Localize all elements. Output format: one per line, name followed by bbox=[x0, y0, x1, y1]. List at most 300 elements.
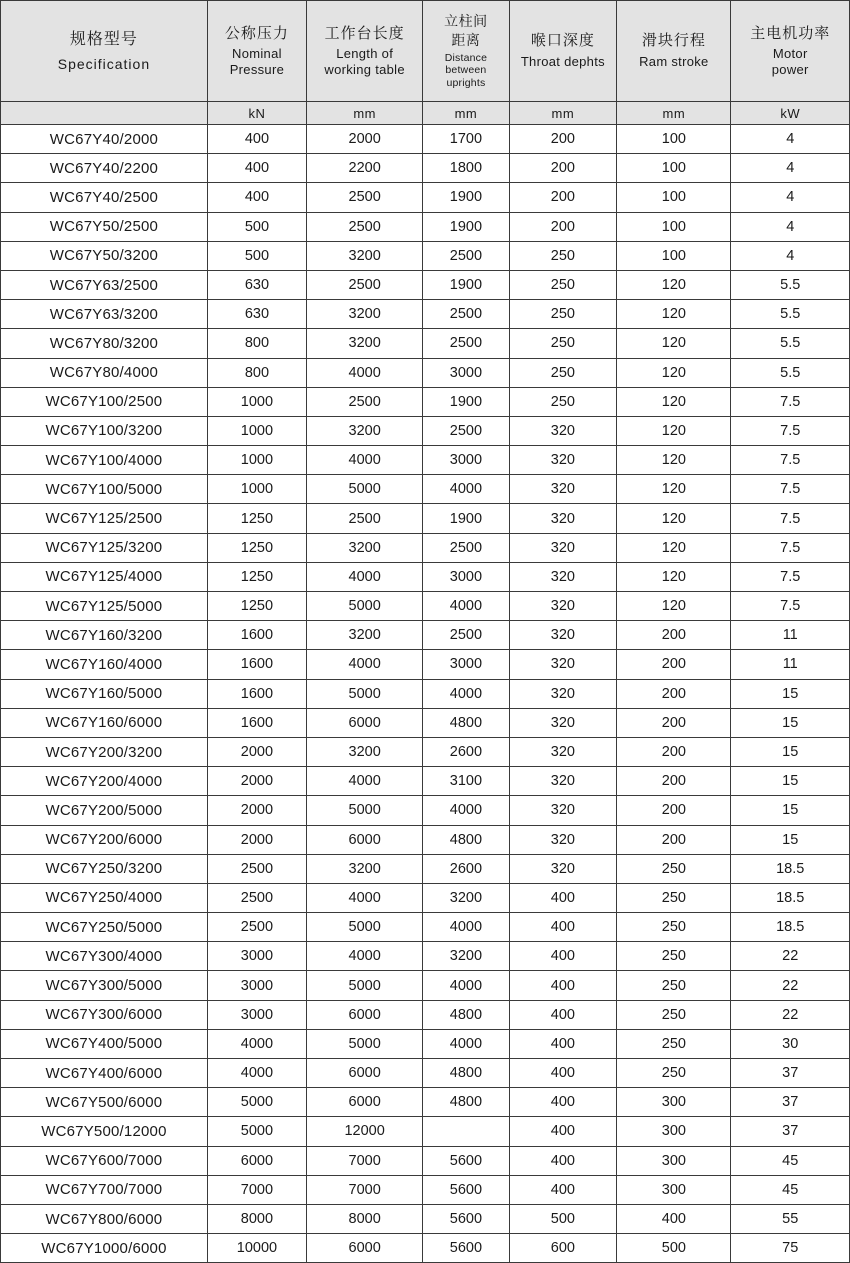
cell-value: 100 bbox=[617, 241, 731, 270]
cell-value: 6000 bbox=[306, 708, 422, 737]
table-row bbox=[1, 825, 850, 854]
table-row bbox=[1, 329, 850, 358]
cell-value: 120 bbox=[617, 446, 731, 475]
cell-value: 120 bbox=[617, 416, 731, 445]
table-row bbox=[1, 154, 850, 183]
table-row bbox=[1, 737, 850, 766]
cell-value: 250 bbox=[509, 270, 617, 299]
cell-value: 600 bbox=[509, 1234, 617, 1263]
cell-value: 7000 bbox=[306, 1175, 422, 1204]
cell-value: 200 bbox=[617, 708, 731, 737]
table-row bbox=[1, 1000, 850, 1029]
cell-value: 1250 bbox=[207, 562, 306, 591]
cell-value: 100 bbox=[617, 125, 731, 154]
cell-value: 2000 bbox=[306, 125, 422, 154]
cell-value: 3000 bbox=[207, 942, 306, 971]
cell-specification: WC67Y125/4000 bbox=[1, 562, 208, 591]
cell-value: 320 bbox=[509, 796, 617, 825]
cell-value: 5000 bbox=[306, 592, 422, 621]
cell-specification: WC67Y250/3200 bbox=[1, 854, 208, 883]
cell-value: 4800 bbox=[423, 1000, 509, 1029]
table-row bbox=[1, 416, 850, 445]
cell-value: 2500 bbox=[207, 913, 306, 942]
cell-value: 250 bbox=[617, 883, 731, 912]
cell-value: 400 bbox=[207, 154, 306, 183]
cell-value: 4800 bbox=[423, 708, 509, 737]
table-row bbox=[1, 883, 850, 912]
table-row bbox=[1, 270, 850, 299]
cell-value: 37 bbox=[731, 1059, 850, 1088]
cell-value: 4000 bbox=[423, 913, 509, 942]
header-specification-cn: 规格型号 bbox=[69, 30, 138, 48]
cell-value: 22 bbox=[731, 1000, 850, 1029]
table-row bbox=[1, 358, 850, 387]
cell-value: 7.5 bbox=[731, 387, 850, 416]
cell-value: 30 bbox=[731, 1029, 850, 1058]
cell-value: 250 bbox=[509, 300, 617, 329]
cell-value: 4800 bbox=[423, 1059, 509, 1088]
cell-value: 800 bbox=[207, 358, 306, 387]
cell-value: 400 bbox=[509, 942, 617, 971]
cell-specification: WC67Y100/4000 bbox=[1, 446, 208, 475]
unit-nominal-pressure: kN bbox=[207, 102, 306, 125]
cell-value: 320 bbox=[509, 475, 617, 504]
cell-value: 1250 bbox=[207, 504, 306, 533]
cell-value: 320 bbox=[509, 533, 617, 562]
cell-value: 400 bbox=[509, 913, 617, 942]
header-distance-cn-2: 距离 bbox=[451, 32, 481, 49]
cell-value: 1900 bbox=[423, 504, 509, 533]
header-working-table-length bbox=[306, 1, 422, 102]
cell-value: 100 bbox=[617, 212, 731, 241]
cell-value: 6000 bbox=[306, 1088, 422, 1117]
table-row bbox=[1, 125, 850, 154]
cell-value: 18.5 bbox=[731, 913, 850, 942]
cell-value: 37 bbox=[731, 1088, 850, 1117]
cell-value: 22 bbox=[731, 942, 850, 971]
cell-value: 5000 bbox=[306, 679, 422, 708]
cell-value: 6000 bbox=[306, 1234, 422, 1263]
cell-value: 7000 bbox=[207, 1175, 306, 1204]
cell-specification: WC67Y63/3200 bbox=[1, 300, 208, 329]
cell-specification: WC67Y200/4000 bbox=[1, 767, 208, 796]
cell-specification: WC67Y500/12000 bbox=[1, 1117, 208, 1146]
cell-value: 4000 bbox=[423, 971, 509, 1000]
table-row bbox=[1, 708, 850, 737]
cell-value: 400 bbox=[509, 1059, 617, 1088]
cell-value: 2500 bbox=[306, 504, 422, 533]
cell-value: 15 bbox=[731, 767, 850, 796]
header-motor-power-en-1: Motor bbox=[772, 46, 808, 62]
cell-specification: WC67Y250/5000 bbox=[1, 913, 208, 942]
cell-value: 320 bbox=[509, 562, 617, 591]
cell-value: 320 bbox=[509, 737, 617, 766]
cell-value: 6000 bbox=[306, 1059, 422, 1088]
cell-value: 4000 bbox=[423, 1029, 509, 1058]
table-row bbox=[1, 621, 850, 650]
cell-specification: WC67Y40/2200 bbox=[1, 154, 208, 183]
cell-value: 2000 bbox=[207, 767, 306, 796]
cell-value: 1900 bbox=[423, 183, 509, 212]
header-distance-between-uprights bbox=[423, 1, 509, 102]
table-row bbox=[1, 241, 850, 270]
cell-value: 5.5 bbox=[731, 329, 850, 358]
cell-specification: WC67Y160/4000 bbox=[1, 650, 208, 679]
cell-value: 1000 bbox=[207, 446, 306, 475]
cell-value: 320 bbox=[509, 650, 617, 679]
cell-value: 75 bbox=[731, 1234, 850, 1263]
header-distance-en-3: uprights bbox=[446, 76, 486, 89]
cell-value: 3200 bbox=[306, 329, 422, 358]
cell-value: 4000 bbox=[306, 767, 422, 796]
cell-value: 300 bbox=[617, 1088, 731, 1117]
cell-value: 320 bbox=[509, 854, 617, 883]
cell-specification: WC67Y125/3200 bbox=[1, 533, 208, 562]
cell-value: 120 bbox=[617, 300, 731, 329]
cell-value: 200 bbox=[617, 650, 731, 679]
cell-value: 4000 bbox=[423, 796, 509, 825]
cell-value: 500 bbox=[207, 212, 306, 241]
cell-value: 1800 bbox=[423, 154, 509, 183]
table-row bbox=[1, 1234, 850, 1263]
cell-value: 4 bbox=[731, 183, 850, 212]
cell-value: 630 bbox=[207, 300, 306, 329]
header-motor-power-cn: 主电机功率 bbox=[750, 24, 831, 42]
header-working-table-length-cn: 工作台长度 bbox=[324, 24, 405, 42]
cell-value: 2500 bbox=[423, 533, 509, 562]
cell-value: 1900 bbox=[423, 387, 509, 416]
cell-specification: WC67Y100/5000 bbox=[1, 475, 208, 504]
cell-specification: WC67Y700/7000 bbox=[1, 1175, 208, 1204]
cell-value: 7.5 bbox=[731, 592, 850, 621]
cell-value: 200 bbox=[509, 125, 617, 154]
cell-value: 320 bbox=[509, 708, 617, 737]
cell-specification: WC67Y125/5000 bbox=[1, 592, 208, 621]
cell-value: 3000 bbox=[423, 446, 509, 475]
table-row bbox=[1, 1204, 850, 1233]
cell-value: 320 bbox=[509, 592, 617, 621]
cell-value: 250 bbox=[509, 387, 617, 416]
header-motor-power bbox=[731, 1, 850, 102]
cell-value: 6000 bbox=[306, 825, 422, 854]
cell-specification: WC67Y400/6000 bbox=[1, 1059, 208, 1088]
cell-specification: WC67Y200/3200 bbox=[1, 737, 208, 766]
cell-value: 2500 bbox=[207, 854, 306, 883]
header-working-table-length-en-2: working table bbox=[324, 61, 405, 77]
cell-value: 2500 bbox=[306, 270, 422, 299]
header-row-titles bbox=[1, 1, 850, 102]
cell-value: 2500 bbox=[423, 241, 509, 270]
cell-value: 100 bbox=[617, 183, 731, 212]
header-ram-stroke-en: Ram stroke bbox=[639, 54, 709, 70]
cell-value: 6000 bbox=[207, 1146, 306, 1175]
cell-value: 200 bbox=[617, 767, 731, 796]
cell-specification: WC67Y300/6000 bbox=[1, 1000, 208, 1029]
header-throat-depths-cn: 喉口深度 bbox=[530, 32, 595, 50]
cell-value: 320 bbox=[509, 416, 617, 445]
cell-specification: WC67Y80/4000 bbox=[1, 358, 208, 387]
header-nominal-pressure-en-1: Nominal bbox=[232, 46, 282, 62]
cell-value: 3200 bbox=[306, 300, 422, 329]
unit-ram-stroke: mm bbox=[617, 102, 731, 125]
cell-value: 250 bbox=[509, 329, 617, 358]
cell-value: 400 bbox=[207, 183, 306, 212]
cell-specification: WC67Y63/2500 bbox=[1, 270, 208, 299]
cell-specification: WC67Y50/3200 bbox=[1, 241, 208, 270]
cell-specification: WC67Y200/5000 bbox=[1, 796, 208, 825]
table-row bbox=[1, 1029, 850, 1058]
cell-value: 120 bbox=[617, 329, 731, 358]
table-row bbox=[1, 504, 850, 533]
cell-value: 250 bbox=[617, 1000, 731, 1029]
cell-specification: WC67Y80/3200 bbox=[1, 329, 208, 358]
cell-value: 3000 bbox=[207, 971, 306, 1000]
cell-value: 2500 bbox=[306, 212, 422, 241]
cell-specification: WC67Y600/7000 bbox=[1, 1146, 208, 1175]
cell-value: 2500 bbox=[306, 387, 422, 416]
cell-value: 200 bbox=[509, 212, 617, 241]
cell-value: 1900 bbox=[423, 270, 509, 299]
cell-value: 6000 bbox=[306, 1000, 422, 1029]
cell-value: 4000 bbox=[423, 475, 509, 504]
table-row bbox=[1, 387, 850, 416]
cell-value: 1000 bbox=[207, 416, 306, 445]
cell-value: 400 bbox=[509, 1117, 617, 1146]
cell-specification: WC67Y300/4000 bbox=[1, 942, 208, 971]
cell-value: 5600 bbox=[423, 1204, 509, 1233]
cell-value: 4000 bbox=[207, 1029, 306, 1058]
table-row bbox=[1, 854, 850, 883]
header-throat-depths-en: Throat dephts bbox=[520, 54, 605, 70]
cell-value: 7.5 bbox=[731, 416, 850, 445]
table-row bbox=[1, 913, 850, 942]
cell-value: 55 bbox=[731, 1204, 850, 1233]
cell-value: 120 bbox=[617, 475, 731, 504]
table-row bbox=[1, 300, 850, 329]
cell-value: 630 bbox=[207, 270, 306, 299]
cell-value: 3200 bbox=[423, 883, 509, 912]
cell-value: 15 bbox=[731, 796, 850, 825]
cell-value: 5.5 bbox=[731, 300, 850, 329]
cell-value: 5000 bbox=[207, 1117, 306, 1146]
cell-value: 250 bbox=[509, 358, 617, 387]
cell-value: 200 bbox=[509, 183, 617, 212]
cell-value: 4000 bbox=[306, 942, 422, 971]
table-row bbox=[1, 971, 850, 1000]
cell-specification: WC67Y500/6000 bbox=[1, 1088, 208, 1117]
cell-value: 2000 bbox=[207, 796, 306, 825]
cell-value: 7.5 bbox=[731, 533, 850, 562]
cell-value: 200 bbox=[617, 679, 731, 708]
cell-value: 400 bbox=[509, 1088, 617, 1117]
header-throat-depths bbox=[509, 1, 617, 102]
cell-value: 3000 bbox=[207, 1000, 306, 1029]
table-row bbox=[1, 1059, 850, 1088]
header-motor-power-en-2: power bbox=[771, 61, 809, 77]
header-distance-en-1: Distance bbox=[444, 51, 488, 64]
cell-value bbox=[423, 1117, 509, 1146]
cell-value: 250 bbox=[617, 1059, 731, 1088]
cell-value: 1250 bbox=[207, 533, 306, 562]
table-row bbox=[1, 1117, 850, 1146]
header-nominal-pressure-en-2: Pressure bbox=[229, 61, 285, 77]
cell-value: 3200 bbox=[306, 621, 422, 650]
cell-value: 1000 bbox=[207, 475, 306, 504]
cell-value: 1600 bbox=[207, 708, 306, 737]
table-row bbox=[1, 796, 850, 825]
cell-value: 1000 bbox=[207, 387, 306, 416]
cell-value: 5000 bbox=[207, 1088, 306, 1117]
cell-value: 250 bbox=[509, 241, 617, 270]
cell-value: 3200 bbox=[306, 854, 422, 883]
cell-specification: WC67Y400/5000 bbox=[1, 1029, 208, 1058]
cell-value: 4000 bbox=[423, 679, 509, 708]
table-row bbox=[1, 446, 850, 475]
cell-value: 3000 bbox=[423, 562, 509, 591]
cell-value: 400 bbox=[509, 1000, 617, 1029]
cell-value: 500 bbox=[509, 1204, 617, 1233]
cell-value: 4 bbox=[731, 212, 850, 241]
cell-value: 120 bbox=[617, 358, 731, 387]
cell-value: 8000 bbox=[207, 1204, 306, 1233]
cell-value: 2500 bbox=[423, 329, 509, 358]
cell-specification: WC67Y160/3200 bbox=[1, 621, 208, 650]
unit-specification bbox=[1, 102, 208, 125]
cell-specification: WC67Y50/2500 bbox=[1, 212, 208, 241]
cell-value: 320 bbox=[509, 825, 617, 854]
cell-value: 400 bbox=[509, 971, 617, 1000]
cell-value: 2000 bbox=[207, 825, 306, 854]
cell-value: 1900 bbox=[423, 212, 509, 241]
cell-value: 4000 bbox=[207, 1059, 306, 1088]
cell-value: 2500 bbox=[306, 183, 422, 212]
cell-value: 15 bbox=[731, 737, 850, 766]
cell-value: 7000 bbox=[306, 1146, 422, 1175]
cell-value: 200 bbox=[617, 737, 731, 766]
cell-value: 120 bbox=[617, 562, 731, 591]
cell-value: 4000 bbox=[306, 650, 422, 679]
cell-value: 3200 bbox=[306, 533, 422, 562]
cell-value: 5.5 bbox=[731, 270, 850, 299]
cell-value: 3200 bbox=[306, 737, 422, 766]
cell-value: 200 bbox=[509, 154, 617, 183]
cell-value: 320 bbox=[509, 679, 617, 708]
cell-value: 45 bbox=[731, 1175, 850, 1204]
cell-value: 37 bbox=[731, 1117, 850, 1146]
cell-specification: WC67Y100/2500 bbox=[1, 387, 208, 416]
cell-specification: WC67Y40/2000 bbox=[1, 125, 208, 154]
cell-value: 18.5 bbox=[731, 854, 850, 883]
cell-value: 5000 bbox=[306, 796, 422, 825]
table-row bbox=[1, 1088, 850, 1117]
cell-value: 5000 bbox=[306, 1029, 422, 1058]
cell-value: 7.5 bbox=[731, 475, 850, 504]
cell-value: 5600 bbox=[423, 1146, 509, 1175]
cell-value: 1700 bbox=[423, 125, 509, 154]
cell-value: 3200 bbox=[306, 416, 422, 445]
cell-value: 400 bbox=[509, 883, 617, 912]
header-specification-en: Specification bbox=[57, 55, 151, 72]
cell-value: 5600 bbox=[423, 1175, 509, 1204]
table-row bbox=[1, 475, 850, 504]
cell-value: 2500 bbox=[423, 300, 509, 329]
cell-value: 300 bbox=[617, 1175, 731, 1204]
unit-distance-between-uprights: mm bbox=[423, 102, 509, 125]
cell-value: 800 bbox=[207, 329, 306, 358]
table-row bbox=[1, 650, 850, 679]
cell-value: 5000 bbox=[306, 971, 422, 1000]
cell-value: 1600 bbox=[207, 621, 306, 650]
cell-value: 11 bbox=[731, 621, 850, 650]
cell-value: 400 bbox=[509, 1029, 617, 1058]
table-row bbox=[1, 212, 850, 241]
cell-value: 250 bbox=[617, 913, 731, 942]
cell-value: 320 bbox=[509, 621, 617, 650]
cell-value: 120 bbox=[617, 504, 731, 533]
cell-value: 5000 bbox=[306, 913, 422, 942]
cell-value: 8000 bbox=[306, 1204, 422, 1233]
unit-throat-depths: mm bbox=[509, 102, 617, 125]
header-row-units bbox=[1, 102, 850, 125]
cell-value: 300 bbox=[617, 1146, 731, 1175]
cell-value: 500 bbox=[617, 1234, 731, 1263]
cell-value: 400 bbox=[509, 1146, 617, 1175]
cell-specification: WC67Y200/6000 bbox=[1, 825, 208, 854]
table-row bbox=[1, 767, 850, 796]
cell-value: 300 bbox=[617, 1117, 731, 1146]
header-specification bbox=[1, 1, 208, 102]
cell-value: 120 bbox=[617, 387, 731, 416]
cell-value: 5000 bbox=[306, 475, 422, 504]
cell-value: 4 bbox=[731, 154, 850, 183]
cell-specification: WC67Y250/4000 bbox=[1, 883, 208, 912]
cell-value: 500 bbox=[207, 241, 306, 270]
cell-value: 3100 bbox=[423, 767, 509, 796]
table-body bbox=[1, 125, 850, 1263]
cell-value: 2500 bbox=[423, 416, 509, 445]
cell-value: 120 bbox=[617, 270, 731, 299]
header-ram-stroke bbox=[617, 1, 731, 102]
cell-specification: WC67Y40/2500 bbox=[1, 183, 208, 212]
table-row bbox=[1, 942, 850, 971]
cell-value: 7.5 bbox=[731, 504, 850, 533]
table-header bbox=[1, 1, 850, 125]
cell-value: 1600 bbox=[207, 650, 306, 679]
cell-specification: WC67Y300/5000 bbox=[1, 971, 208, 1000]
cell-value: 7.5 bbox=[731, 446, 850, 475]
header-ram-stroke-cn: 滑块行程 bbox=[641, 32, 706, 50]
cell-value: 250 bbox=[617, 942, 731, 971]
cell-value: 5600 bbox=[423, 1234, 509, 1263]
cell-value: 2600 bbox=[423, 854, 509, 883]
header-distance-cn-1: 立柱间 bbox=[444, 12, 488, 29]
cell-value: 2000 bbox=[207, 737, 306, 766]
header-working-table-length-en-1: Length of bbox=[336, 46, 394, 62]
cell-value: 320 bbox=[509, 504, 617, 533]
unit-working-table-length: mm bbox=[306, 102, 422, 125]
cell-value: 250 bbox=[617, 854, 731, 883]
cell-value: 100 bbox=[617, 154, 731, 183]
cell-value: 400 bbox=[207, 125, 306, 154]
table-row bbox=[1, 1175, 850, 1204]
cell-value: 1250 bbox=[207, 592, 306, 621]
table-row bbox=[1, 1146, 850, 1175]
cell-value: 320 bbox=[509, 767, 617, 796]
cell-value: 200 bbox=[617, 796, 731, 825]
cell-value: 4000 bbox=[306, 562, 422, 591]
cell-value: 12000 bbox=[306, 1117, 422, 1146]
cell-value: 15 bbox=[731, 708, 850, 737]
